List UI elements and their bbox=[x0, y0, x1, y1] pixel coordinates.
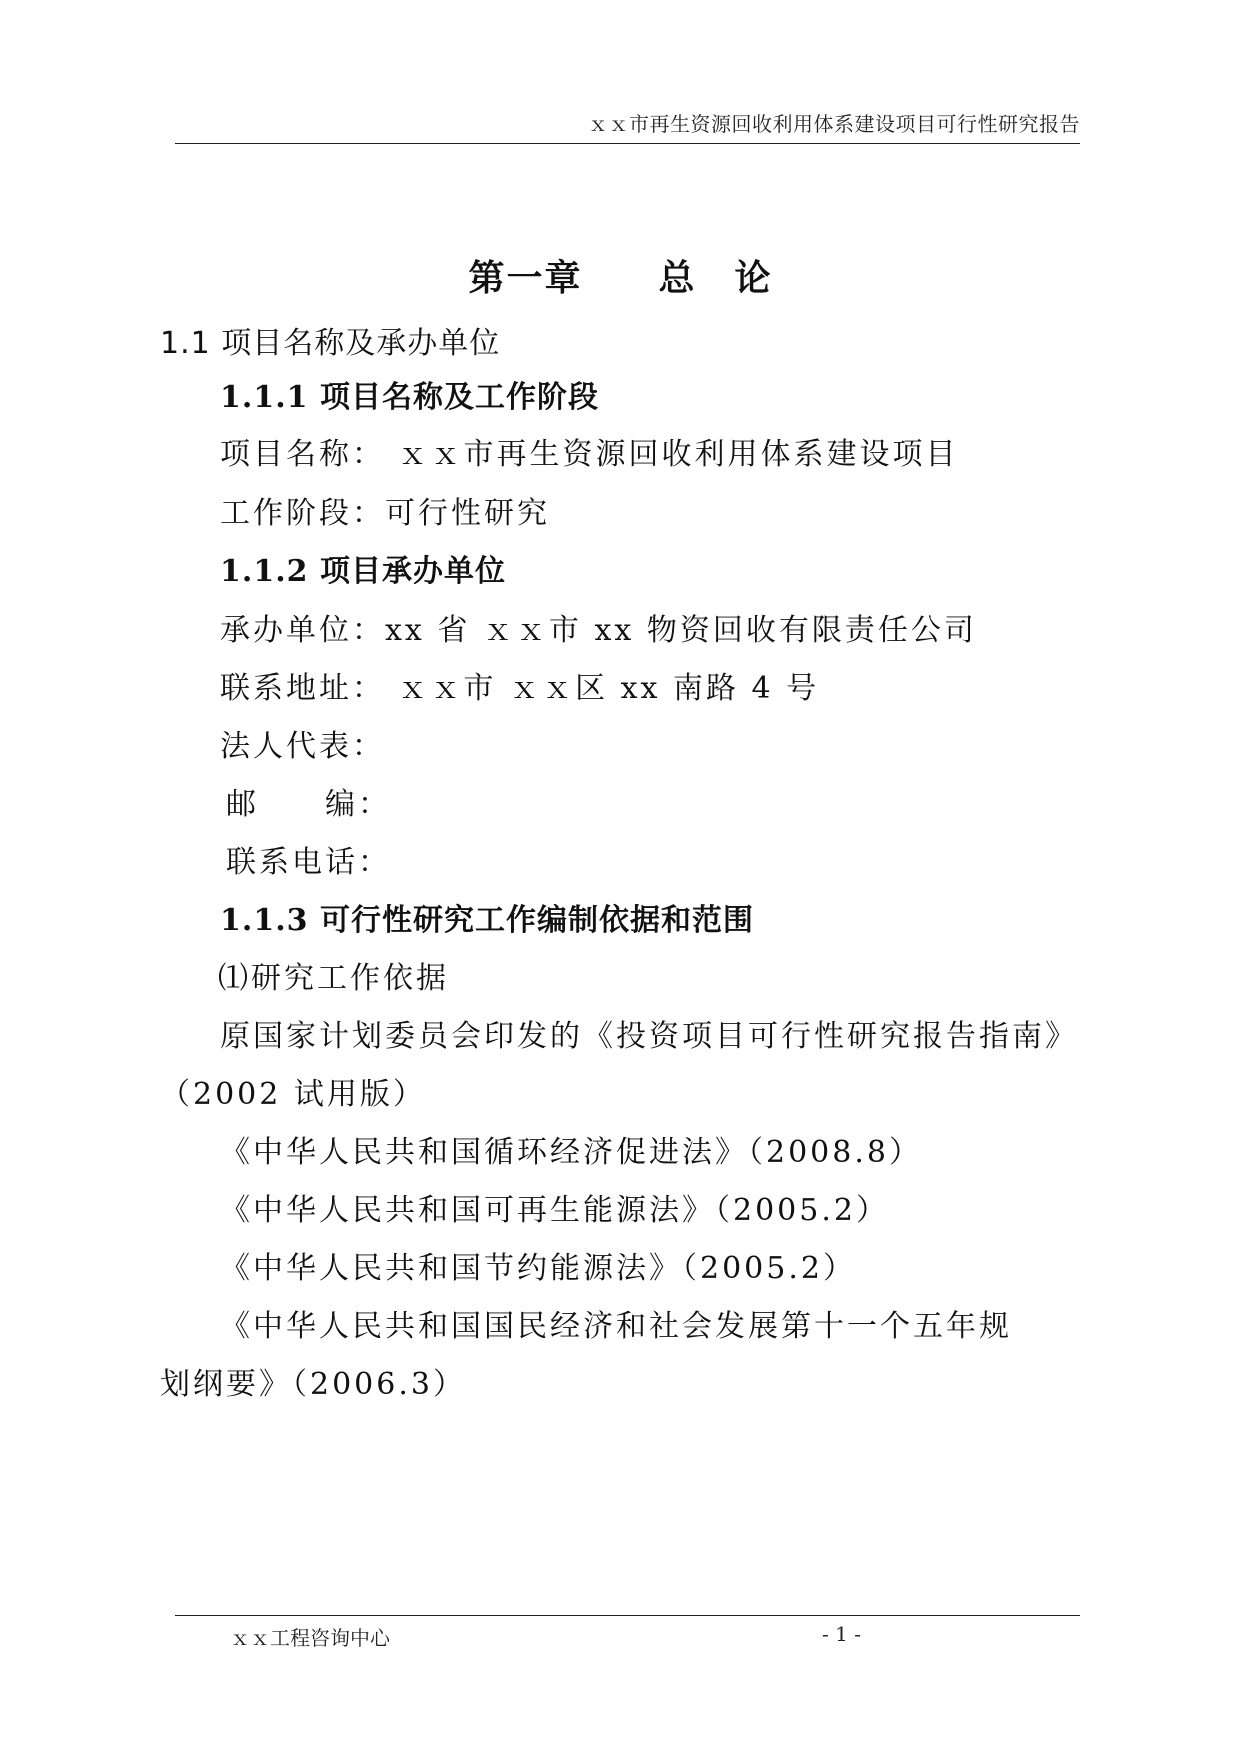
section-heading: 1.1 项目名称及承办单位 bbox=[160, 326, 501, 361]
postcode-line: 邮 编： bbox=[226, 787, 391, 822]
basis-item: 《中华人民共和国国民经济和社会发展第十一个五年规 bbox=[220, 1309, 1012, 1344]
basis-item: 《中华人民共和国节约能源法》（2005.2） bbox=[220, 1251, 856, 1286]
footer-organization: ｘｘ工程咨询中心 bbox=[230, 1626, 390, 1650]
phone-line: 联系电话： bbox=[226, 845, 391, 880]
basis-item: （2002 试用版） bbox=[160, 1077, 426, 1112]
legal-representative-line: 法人代表： bbox=[220, 729, 385, 764]
running-header: ｘｘ市再生资源回收利用体系建设项目可行性研究报告 bbox=[588, 112, 1080, 136]
header-divider bbox=[175, 143, 1080, 144]
basis-item: 《中华人民共和国可再生能源法》（2005.2） bbox=[220, 1193, 889, 1228]
basis-item: 原国家计划委员会印发的《投资项目可行性研究报告指南》 bbox=[220, 1019, 1078, 1054]
basis-title: ⑴研究工作依据 bbox=[218, 961, 449, 996]
subsection-heading-1-1-3: 1.1.3 可行性研究工作编制依据和范围 bbox=[220, 903, 754, 938]
project-name-line: 项目名称： ｘｘ市再生资源回收利用体系建设项目 bbox=[220, 437, 959, 472]
chapter-title: 第一章 总 论 bbox=[468, 257, 773, 299]
organizer-line: 承办单位：xx 省 ｘｘ市 xx 物资回收有限责任公司 bbox=[220, 613, 977, 648]
footer-divider bbox=[175, 1615, 1080, 1616]
address-line: 联系地址： ｘｘ市 ｘｘ区 xx 南路 4 号 bbox=[220, 671, 820, 706]
basis-item: 《中华人民共和国循环经济促进法》（2008.8） bbox=[220, 1135, 922, 1170]
subsection-heading-1-1-1: 1.1.1 项目名称及工作阶段 bbox=[220, 380, 599, 415]
page-number: - 1 - bbox=[822, 1622, 861, 1646]
basis-item: 划纲要》（2006.3） bbox=[160, 1367, 466, 1402]
subsection-heading-1-1-2: 1.1.2 项目承办单位 bbox=[220, 554, 506, 589]
work-stage-line: 工作阶段：可行性研究 bbox=[220, 496, 550, 531]
